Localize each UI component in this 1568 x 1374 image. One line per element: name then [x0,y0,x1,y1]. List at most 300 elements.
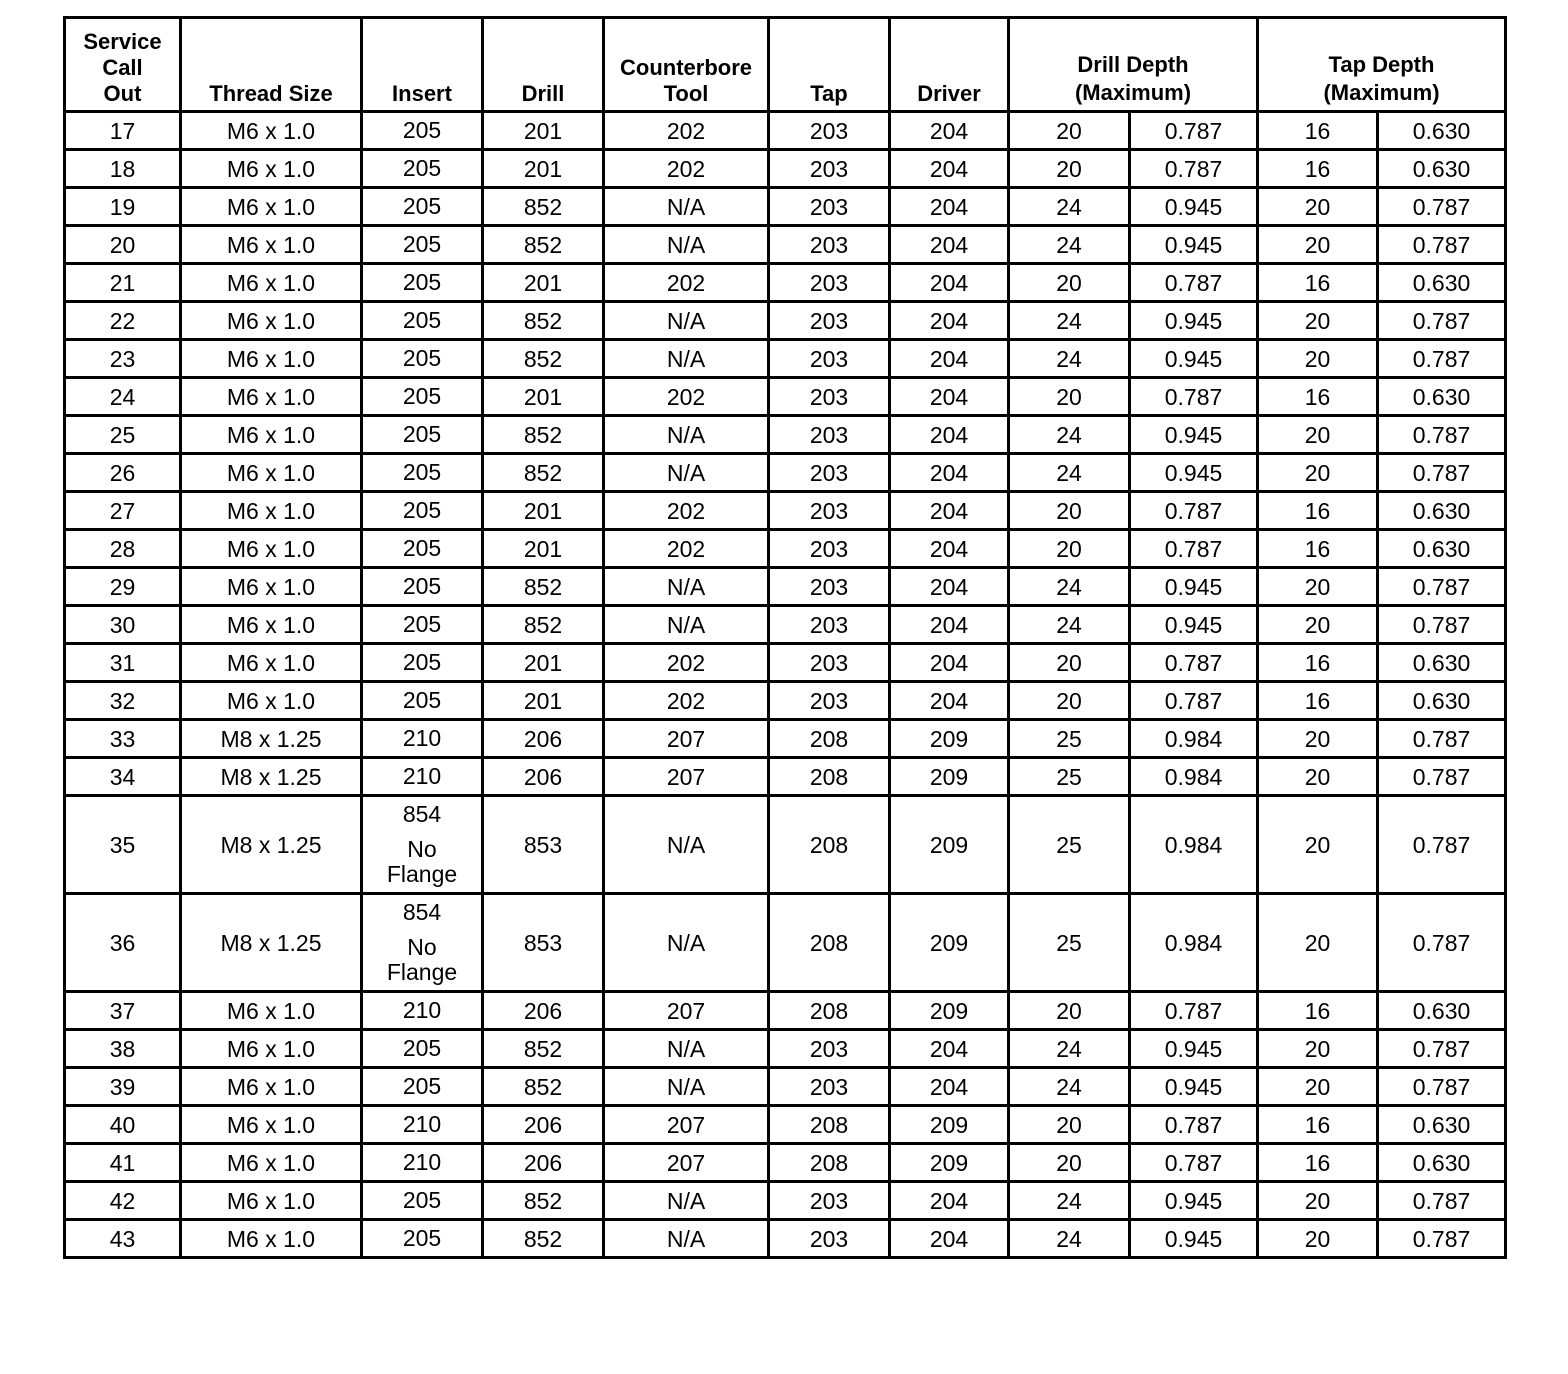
cell-tap-depth-mm: 16 [1258,112,1378,150]
cell-drill: 201 [483,378,604,416]
cell-counterbore-tool: 207 [604,758,769,796]
cell-tap-depth-mm: 20 [1258,796,1378,894]
table-body [65,112,1506,1258]
insert-line: No [407,934,437,960]
cell-tap: 203 [769,112,890,150]
cell-thread-size: M6 x 1.0 [181,644,362,682]
cell-tap: 203 [769,1220,890,1258]
table-row [65,112,1506,150]
cell-tap-depth-in: 0.787 [1378,416,1506,454]
cell-service-call-out: 41 [65,1144,181,1182]
cell-drill: 201 [483,682,604,720]
cell-thread-size: M6 x 1.0 [181,378,362,416]
insert-line: 205 [402,459,442,485]
cell-tap-depth-mm: 20 [1258,1182,1378,1220]
cell-driver: 204 [890,416,1009,454]
cell-drill-depth-mm: 24 [1009,340,1130,378]
cell-tap: 208 [769,1106,890,1144]
cell-service-call-out: 22 [65,302,181,340]
cell-service-call-out: 42 [65,1182,181,1220]
cell-drill-depth-in: 0.945 [1130,568,1258,606]
header-driver: Driver [890,18,1009,112]
cell-tap: 203 [769,454,890,492]
cell-insert [362,606,483,644]
insert-line: 205 [402,1073,442,1099]
insert-line: Flange [386,959,458,985]
cell-drill: 206 [483,1144,604,1182]
cell-drill-depth-mm: 20 [1009,264,1130,302]
table-row [65,492,1506,530]
insert-line: 854 [402,801,442,827]
cell-counterbore-tool: 207 [604,1144,769,1182]
cell-drill-depth-mm: 24 [1009,1030,1130,1068]
cell-drill-depth-mm: 24 [1009,454,1130,492]
cell-drill-depth-in: 0.945 [1130,188,1258,226]
cell-counterbore-tool: 202 [604,264,769,302]
header-drill-depth: Drill Depth (Maximum) [1009,18,1258,112]
cell-tap-depth-in: 0.787 [1378,1030,1506,1068]
cell-service-call-out: 18 [65,150,181,188]
table-row [65,226,1506,264]
cell-drill-depth-in: 0.945 [1130,1182,1258,1220]
cell-insert [362,530,483,568]
cell-tap-depth-in: 0.630 [1378,264,1506,302]
table-row [65,1220,1506,1258]
table-row [65,302,1506,340]
cell-tap-depth-in: 0.630 [1378,378,1506,416]
cell-insert [362,720,483,758]
cell-drill-depth-mm: 25 [1009,894,1130,992]
cell-drill: 852 [483,1220,604,1258]
cell-service-call-out: 21 [65,264,181,302]
cell-tap: 203 [769,150,890,188]
cell-thread-size: M6 x 1.0 [181,568,362,606]
cell-insert [362,682,483,720]
cell-tap: 208 [769,992,890,1030]
cell-tap-depth-mm: 16 [1258,1106,1378,1144]
cell-tap-depth-in: 0.787 [1378,606,1506,644]
cell-service-call-out: 26 [65,454,181,492]
cell-thread-size: M6 x 1.0 [181,492,362,530]
cell-insert [362,150,483,188]
cell-drill: 201 [483,530,604,568]
cell-drill-depth-mm: 20 [1009,150,1130,188]
cell-drill: 852 [483,188,604,226]
cell-tap: 203 [769,644,890,682]
header-service-call-out: Service Call Out [65,18,181,112]
table-row [65,340,1506,378]
cell-tap: 208 [769,720,890,758]
cell-drill-depth-in: 0.787 [1130,378,1258,416]
cell-tap: 203 [769,188,890,226]
header-insert: Insert [362,18,483,112]
cell-drill: 206 [483,758,604,796]
cell-tap: 203 [769,1182,890,1220]
cell-thread-size: M6 x 1.0 [181,340,362,378]
cell-thread-size: M6 x 1.0 [181,264,362,302]
cell-drill: 852 [483,416,604,454]
cell-thread-size: M8 x 1.25 [181,894,362,992]
cell-counterbore-tool: N/A [604,568,769,606]
cell-driver: 209 [890,894,1009,992]
insert-line: 210 [402,1149,442,1175]
header-tap-depth: Tap Depth (Maximum) [1258,18,1506,112]
cell-drill-depth-in: 0.945 [1130,340,1258,378]
cell-drill: 852 [483,226,604,264]
cell-driver: 204 [890,492,1009,530]
cell-drill-depth-mm: 24 [1009,1220,1130,1258]
cell-tap: 203 [769,568,890,606]
cell-drill-depth-mm: 20 [1009,530,1130,568]
table-row [65,530,1506,568]
header-counterbore-tool: Counterbore Tool [604,18,769,112]
cell-drill-depth-in: 0.945 [1130,1068,1258,1106]
insert-line: 205 [402,421,442,447]
cell-tap-depth-in: 0.630 [1378,644,1506,682]
cell-drill-depth-mm: 20 [1009,378,1130,416]
cell-tap-depth-mm: 20 [1258,720,1378,758]
cell-driver: 204 [890,378,1009,416]
table-row [65,758,1506,796]
table-row [65,682,1506,720]
cell-counterbore-tool: N/A [604,1030,769,1068]
insert-line: 205 [402,231,442,257]
cell-tap: 203 [769,606,890,644]
cell-insert [362,1182,483,1220]
cell-service-call-out: 23 [65,340,181,378]
cell-driver: 209 [890,1144,1009,1182]
cell-driver: 204 [890,188,1009,226]
cell-drill-depth-in: 0.945 [1130,1030,1258,1068]
cell-insert [362,378,483,416]
cell-tap-depth-in: 0.630 [1378,150,1506,188]
cell-thread-size: M6 x 1.0 [181,188,362,226]
cell-tap-depth-in: 0.787 [1378,1068,1506,1106]
table-row [65,416,1506,454]
cell-tap-depth-mm: 20 [1258,1220,1378,1258]
table-row [65,606,1506,644]
cell-driver: 204 [890,302,1009,340]
cell-tap-depth-in: 0.787 [1378,1220,1506,1258]
cell-tap-depth-mm: 20 [1258,1068,1378,1106]
cell-service-call-out: 17 [65,112,181,150]
cell-insert [362,226,483,264]
cell-drill-depth-mm: 20 [1009,644,1130,682]
cell-tap: 203 [769,340,890,378]
cell-drill-depth-in: 0.787 [1130,1144,1258,1182]
cell-service-call-out: 36 [65,894,181,992]
cell-tap-depth-mm: 16 [1258,264,1378,302]
cell-drill-depth-mm: 24 [1009,1182,1130,1220]
table-row [65,1030,1506,1068]
cell-tap-depth-in: 0.630 [1378,1144,1506,1182]
cell-tap-depth-in: 0.630 [1378,1106,1506,1144]
cell-drill-depth-in: 0.787 [1130,530,1258,568]
insert-line: 854 [402,899,442,925]
cell-driver: 204 [890,226,1009,264]
cell-tap-depth-mm: 20 [1258,454,1378,492]
cell-tap-depth-mm: 20 [1258,568,1378,606]
cell-counterbore-tool: N/A [604,454,769,492]
cell-thread-size: M8 x 1.25 [181,720,362,758]
cell-insert [362,340,483,378]
cell-tap-depth-mm: 16 [1258,530,1378,568]
cell-tap-depth-mm: 16 [1258,492,1378,530]
cell-tap-depth-in: 0.787 [1378,454,1506,492]
cell-tap: 203 [769,682,890,720]
cell-service-call-out: 19 [65,188,181,226]
insert-line: 205 [402,345,442,371]
cell-service-call-out: 24 [65,378,181,416]
table-header-row [65,18,1506,112]
cell-tap: 203 [769,302,890,340]
table-row [65,720,1506,758]
cell-driver: 204 [890,150,1009,188]
cell-drill-depth-mm: 24 [1009,226,1130,264]
cell-service-call-out: 25 [65,416,181,454]
cell-service-call-out: 37 [65,992,181,1030]
cell-thread-size: M6 x 1.0 [181,606,362,644]
cell-driver: 204 [890,644,1009,682]
insert-line: 205 [402,383,442,409]
cell-thread-size: M6 x 1.0 [181,992,362,1030]
cell-driver: 204 [890,112,1009,150]
cell-driver: 209 [890,758,1009,796]
cell-tap-depth-mm: 20 [1258,1030,1378,1068]
cell-thread-size: M8 x 1.25 [181,758,362,796]
cell-counterbore-tool: N/A [604,606,769,644]
cell-tap: 203 [769,1030,890,1068]
table-row [65,1106,1506,1144]
table-row [65,796,1506,894]
cell-drill: 852 [483,606,604,644]
cell-drill-depth-in: 0.945 [1130,226,1258,264]
cell-drill-depth-mm: 20 [1009,992,1130,1030]
cell-drill-depth-mm: 25 [1009,796,1130,894]
insert-line: 210 [402,725,442,751]
cell-counterbore-tool: N/A [604,1068,769,1106]
cell-tap: 203 [769,264,890,302]
cell-drill-depth-in: 0.984 [1130,758,1258,796]
cell-tap: 208 [769,1144,890,1182]
cell-tap-depth-mm: 16 [1258,378,1378,416]
cell-driver: 204 [890,682,1009,720]
cell-driver: 204 [890,1030,1009,1068]
cell-drill-depth-mm: 24 [1009,302,1130,340]
cell-insert [362,796,483,894]
cell-drill: 201 [483,492,604,530]
cell-counterbore-tool: 202 [604,492,769,530]
cell-counterbore-tool: N/A [604,226,769,264]
cell-driver: 204 [890,340,1009,378]
cell-insert [362,1144,483,1182]
cell-thread-size: M6 x 1.0 [181,150,362,188]
cell-insert [362,568,483,606]
cell-service-call-out: 40 [65,1106,181,1144]
insert-line: 210 [402,997,442,1023]
cell-counterbore-tool: 202 [604,150,769,188]
cell-drill-depth-in: 0.945 [1130,416,1258,454]
cell-drill: 852 [483,340,604,378]
cell-tap-depth-in: 0.787 [1378,568,1506,606]
cell-tap-depth-in: 0.787 [1378,796,1506,894]
cell-insert [362,644,483,682]
insert-line: 205 [402,649,442,675]
cell-tap-depth-mm: 20 [1258,226,1378,264]
table-row [65,1068,1506,1106]
cell-thread-size: M6 x 1.0 [181,682,362,720]
cell-drill-depth-mm: 20 [1009,492,1130,530]
cell-driver: 204 [890,454,1009,492]
cell-thread-size: M6 x 1.0 [181,226,362,264]
cell-drill-depth-mm: 24 [1009,606,1130,644]
cell-drill-depth-mm: 20 [1009,1106,1130,1144]
cell-thread-size: M6 x 1.0 [181,302,362,340]
table-row [65,454,1506,492]
cell-tap-depth-in: 0.787 [1378,188,1506,226]
cell-drill-depth-in: 0.787 [1130,112,1258,150]
insert-line: 205 [402,497,442,523]
table-row [65,894,1506,992]
cell-thread-size: M8 x 1.25 [181,796,362,894]
cell-drill: 201 [483,644,604,682]
insert-line: 205 [402,687,442,713]
cell-counterbore-tool: N/A [604,188,769,226]
cell-counterbore-tool: N/A [604,302,769,340]
cell-drill-depth-in: 0.984 [1130,720,1258,758]
cell-tap: 208 [769,758,890,796]
cell-insert [362,758,483,796]
cell-service-call-out: 31 [65,644,181,682]
cell-counterbore-tool: N/A [604,1220,769,1258]
cell-insert [362,992,483,1030]
cell-insert [362,264,483,302]
cell-drill-depth-in: 0.984 [1130,894,1258,992]
cell-service-call-out: 29 [65,568,181,606]
cell-tap: 203 [769,416,890,454]
insert-line: 205 [402,573,442,599]
cell-thread-size: M6 x 1.0 [181,1030,362,1068]
cell-service-call-out: 27 [65,492,181,530]
cell-drill-depth-in: 0.945 [1130,454,1258,492]
cell-counterbore-tool: 207 [604,720,769,758]
cell-thread-size: M6 x 1.0 [181,1106,362,1144]
cell-thread-size: M6 x 1.0 [181,1144,362,1182]
cell-drill: 852 [483,454,604,492]
cell-drill-depth-mm: 24 [1009,1068,1130,1106]
cell-insert [362,302,483,340]
cell-tap-depth-mm: 16 [1258,1144,1378,1182]
cell-insert [362,454,483,492]
cell-drill-depth-mm: 25 [1009,758,1130,796]
cell-drill-depth-in: 0.787 [1130,644,1258,682]
table-row [65,150,1506,188]
service-call-out-table [63,16,1507,1259]
cell-thread-size: M6 x 1.0 [181,1220,362,1258]
cell-tap-depth-mm: 20 [1258,416,1378,454]
cell-tap-depth-in: 0.787 [1378,758,1506,796]
cell-tap-depth-mm: 16 [1258,150,1378,188]
cell-counterbore-tool: N/A [604,416,769,454]
cell-drill-depth-mm: 24 [1009,416,1130,454]
table-row [65,992,1506,1030]
cell-driver: 204 [890,606,1009,644]
table-row [65,568,1506,606]
cell-counterbore-tool: 202 [604,644,769,682]
cell-drill-depth-in: 0.787 [1130,682,1258,720]
table-row [65,1144,1506,1182]
cell-drill: 206 [483,992,604,1030]
insert-line: 205 [402,1187,442,1213]
cell-tap-depth-mm: 20 [1258,606,1378,644]
header-thread-size: Thread Size [181,18,362,112]
insert-line: 205 [402,307,442,333]
cell-counterbore-tool: N/A [604,1182,769,1220]
cell-thread-size: M6 x 1.0 [181,416,362,454]
cell-tap-depth-in: 0.787 [1378,1182,1506,1220]
cell-drill: 201 [483,150,604,188]
table-row [65,644,1506,682]
cell-driver: 209 [890,796,1009,894]
cell-tap-depth-in: 0.630 [1378,992,1506,1030]
insert-line: 205 [402,155,442,181]
cell-driver: 204 [890,1068,1009,1106]
cell-driver: 204 [890,264,1009,302]
cell-insert [362,1030,483,1068]
cell-drill-depth-in: 0.787 [1130,150,1258,188]
cell-drill: 853 [483,796,604,894]
table-row [65,188,1506,226]
cell-tap: 208 [769,796,890,894]
cell-drill-depth-mm: 24 [1009,188,1130,226]
cell-counterbore-tool: 202 [604,530,769,568]
insert-line: 205 [402,1225,442,1251]
cell-counterbore-tool: N/A [604,796,769,894]
cell-drill: 852 [483,1068,604,1106]
cell-drill: 852 [483,568,604,606]
cell-service-call-out: 30 [65,606,181,644]
cell-insert [362,416,483,454]
cell-thread-size: M6 x 1.0 [181,454,362,492]
cell-thread-size: M6 x 1.0 [181,1068,362,1106]
cell-drill: 206 [483,1106,604,1144]
cell-service-call-out: 20 [65,226,181,264]
insert-line: 205 [402,269,442,295]
cell-tap: 208 [769,894,890,992]
cell-drill-depth-in: 0.984 [1130,796,1258,894]
table-row [65,1182,1506,1220]
cell-insert [362,112,483,150]
cell-tap-depth-in: 0.630 [1378,112,1506,150]
cell-tap-depth-mm: 16 [1258,992,1378,1030]
cell-drill-depth-mm: 25 [1009,720,1130,758]
cell-thread-size: M6 x 1.0 [181,1182,362,1220]
cell-counterbore-tool: 202 [604,378,769,416]
cell-driver: 204 [890,530,1009,568]
insert-line: 205 [402,1035,442,1061]
insert-line: 210 [402,1111,442,1137]
cell-insert [362,1106,483,1144]
insert-line: 210 [402,763,442,789]
cell-drill-depth-in: 0.945 [1130,302,1258,340]
cell-driver: 209 [890,1106,1009,1144]
cell-tap-depth-mm: 20 [1258,758,1378,796]
cell-drill-depth-mm: 20 [1009,1144,1130,1182]
cell-drill: 201 [483,112,604,150]
cell-tap-depth-in: 0.630 [1378,682,1506,720]
cell-drill: 852 [483,302,604,340]
cell-drill-depth-in: 0.787 [1130,1106,1258,1144]
